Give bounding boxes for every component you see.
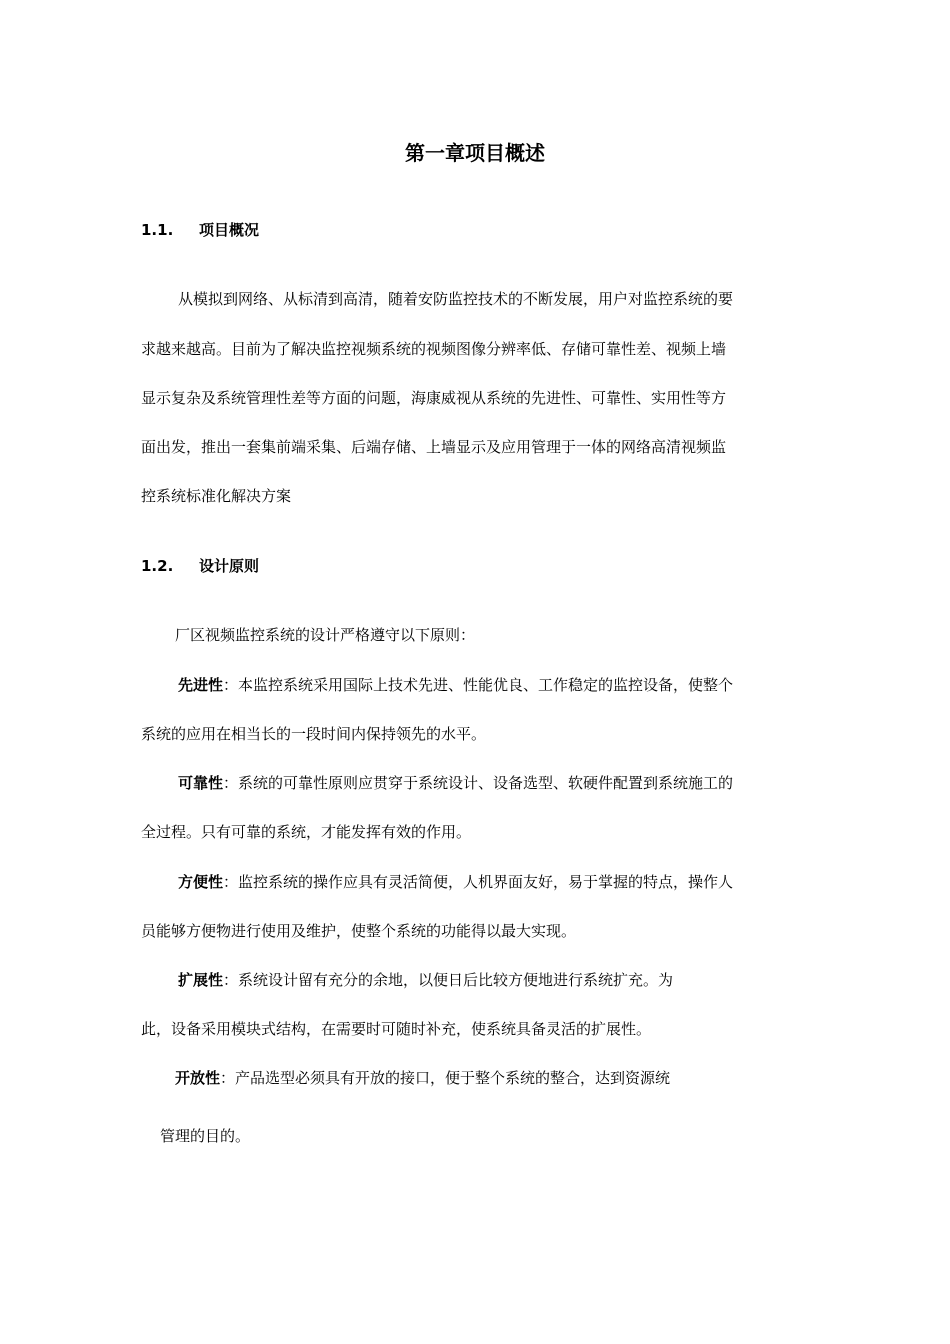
- principle-extensibility-line-2: 此，设备采用模块式结构，在需要时可随时补充，使系统具备灵活的扩展性。: [141, 1020, 652, 1038]
- principle-openness-line-2: 管理的目的。: [160, 1127, 251, 1145]
- section-number: 1.2.: [141, 557, 174, 575]
- principle-term: 开放性: [175, 1069, 221, 1087]
- overview-line-1: 从模拟到网络、从标清到高清，随着安防监控技术的不断发展，用户对监控系统的要: [178, 290, 734, 308]
- principle-term: 可靠性: [178, 774, 224, 792]
- section-title: 项目概况: [199, 221, 260, 239]
- principle-term: 方便性: [178, 873, 224, 891]
- principle-text: 本监控系统采用国际上技术先进、性能优良、工作稳定的监控设备，使整个: [238, 676, 734, 694]
- principle-advanced-line-1: [178, 674, 733, 696]
- principle-text: 系统的可靠性原则应贯穿于系统设计、设备选型、软硬件配置到系统施工的: [238, 774, 734, 792]
- section-heading-1-2: [141, 555, 259, 577]
- principle-text: 系统设计留有充分的余地，以便日后比较方便地进行系统扩充。为: [238, 971, 674, 989]
- principle-separator: ：: [223, 971, 239, 989]
- principle-reliability-line-2: 全过程。只有可靠的系统，才能发挥有效的作用。: [141, 823, 472, 841]
- overview-line-2: 求越来越高。目前为了解决监控视频系统的视频图像分辨率低、存储可靠性差、视频上墙: [141, 340, 727, 358]
- principle-text: 监控系统的操作应具有灵活简便，人机界面友好，易于掌握的特点，操作人: [238, 873, 734, 891]
- chapter-title: 第一章项目概述: [405, 141, 545, 165]
- principle-openness-line-1: [175, 1067, 670, 1089]
- overview-line-4: 面出发，推出一套集前端采集、后端存储、上墙显示及应用管理于一体的网络高清视频监: [141, 438, 727, 456]
- principle-separator: ：: [223, 676, 239, 694]
- principle-term: 先进性: [178, 676, 224, 694]
- principle-separator: ：: [220, 1069, 236, 1087]
- principle-convenience-line-2: 员能够方便物进行使用及维护，使整个系统的功能得以最大实现。: [141, 922, 577, 940]
- principle-convenience-line-1: [178, 871, 733, 893]
- principle-reliability-line-1: [178, 772, 733, 794]
- principle-advanced-line-2: 系统的应用在相当长的一段时间内保持领先的水平。: [141, 725, 487, 743]
- section-heading-1-1: [141, 219, 259, 241]
- overview-line-5: 控系统标准化解决方案: [141, 487, 292, 505]
- principle-text: 产品选型必须具有开放的接口，便于整个系统的整合，达到资源统: [235, 1069, 671, 1087]
- section-number: 1.1.: [141, 221, 174, 239]
- principle-extensibility-line-1: [178, 969, 673, 991]
- principle-separator: ：: [223, 774, 239, 792]
- principle-separator: ：: [223, 873, 239, 891]
- principles-intro: 厂区视频监控系统的设计严格遵守以下原则：: [175, 626, 476, 644]
- principle-term: 扩展性: [178, 971, 224, 989]
- section-title: 设计原则: [199, 557, 260, 575]
- overview-line-3: 显示复杂及系统管理性差等方面的问题，海康威视从系统的先进性、可靠性、实用性等方: [141, 389, 727, 407]
